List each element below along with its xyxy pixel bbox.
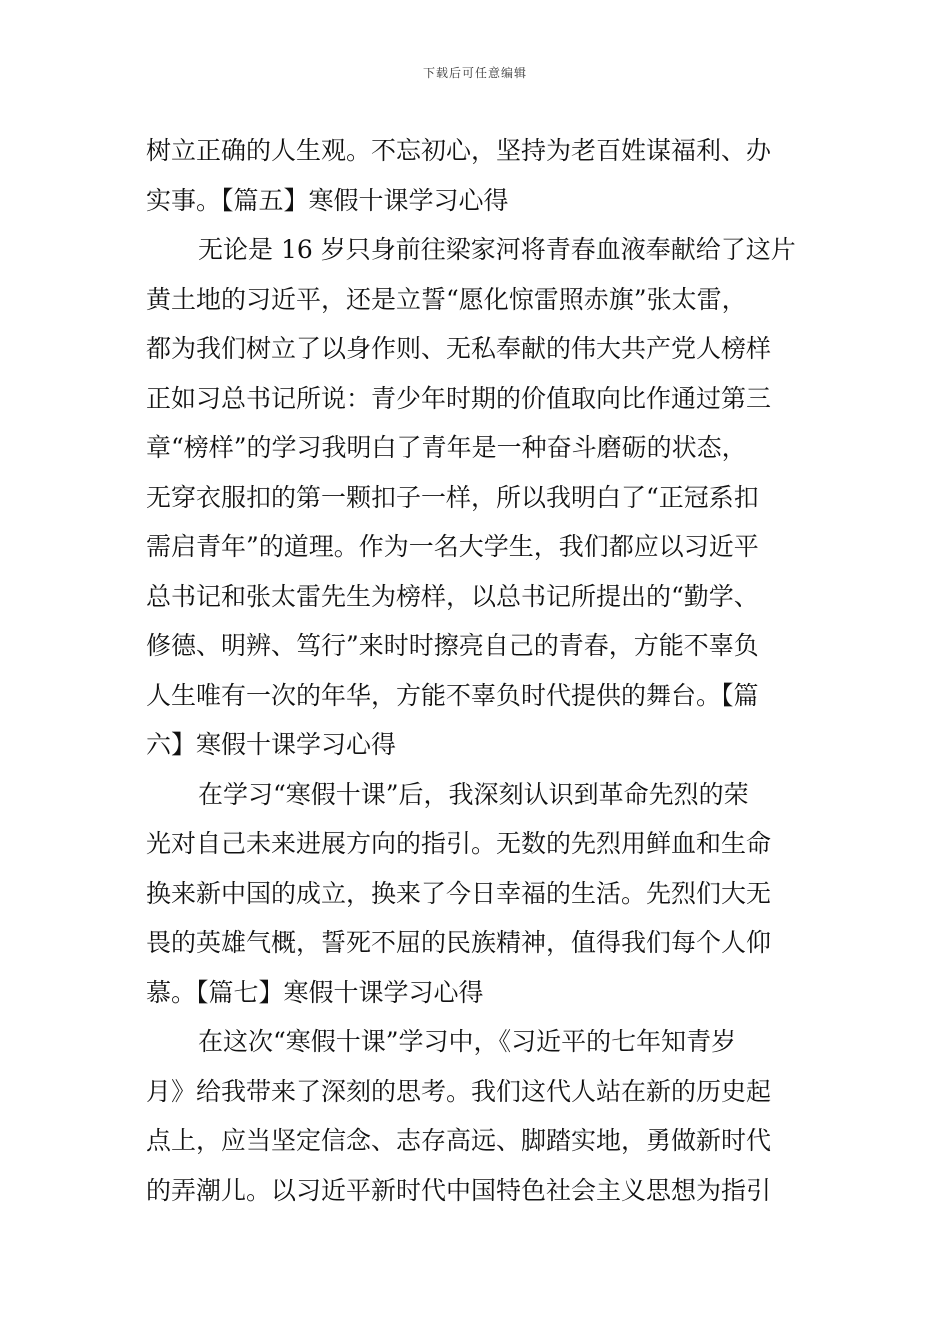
text-line: 在这次“寒假十课”学习中，《习近平的七年知青岁 — [198, 1027, 737, 1056]
document-body — [146, 126, 810, 1215]
text-line: 光对自己未来进展方向的指引。无数的先烈用鲜血和生命 — [146, 829, 772, 858]
text-line: 黄土地的习近平，还是立誓“愿化惊雷照赤旗”张太雷， — [146, 284, 747, 314]
text-line: 的弄潮儿。以习近平新时代中国特色社会主义思想为指引 — [146, 1175, 772, 1205]
text-line: 慕。【篇七】寒假十课学习心得 — [146, 977, 484, 1007]
text-line: 畏的英雄气概，誓死不屈的民族精神，值得我们每个人仰 — [146, 928, 772, 957]
text-line: 六】寒假十课学习心得 — [146, 730, 397, 759]
text-line: 总书记和张太雷先生为榜样，以总书记所提出的“勤学、 — [146, 581, 759, 611]
text-line: 在学习“寒假十课”后，我深刻认识到革命先烈的荣 — [198, 779, 749, 809]
text-line: 人生唯有一次的年华，方能不辜负时代提供的舞台。【篇 — [146, 680, 759, 710]
text-line: 都为我们树立了以身作则、无私奉献的伟大共产党人榜样 — [146, 334, 772, 363]
text-line: 实事。【篇五】寒假十课学习心得 — [146, 185, 509, 215]
text-line: 树立正确的人生观。不忘初心，坚持为老百姓谋福利、办 — [146, 136, 772, 165]
text-line: 月》给我带来了深刻的思考。我们这代人站在新的历史起 — [146, 1076, 772, 1106]
text-line: 无穿衣服扣的第一颗扣子一样，所以我明白了“正冠系扣 — [146, 482, 759, 512]
text-line: 正如习总书记所说：青少年时期的价值取向比作通过第三 — [146, 383, 772, 413]
text-line: 换来新中国的成立，换来了今日幸福的生活。先烈们大无 — [146, 878, 772, 908]
page-header: 下载后可任意编辑 — [422, 66, 527, 80]
text-line: 需启青年”的道理。作为一名大学生，我们都应以习近平 — [146, 532, 759, 561]
text-line: 章“榜样”的学习我明白了青年是一种奋斗磨砺的状态， — [146, 433, 747, 462]
text-line: 无论是 16 岁只身前往梁家河将青春血液奉献给了这片 — [198, 235, 796, 264]
text-line: 点上，应当坚定信念、志存高远、脚踏实地，勇做新时代 — [146, 1126, 772, 1155]
text-line: 修德、明辨、笃行”来时时擦亮自己的青春，方能不辜负 — [146, 631, 759, 660]
